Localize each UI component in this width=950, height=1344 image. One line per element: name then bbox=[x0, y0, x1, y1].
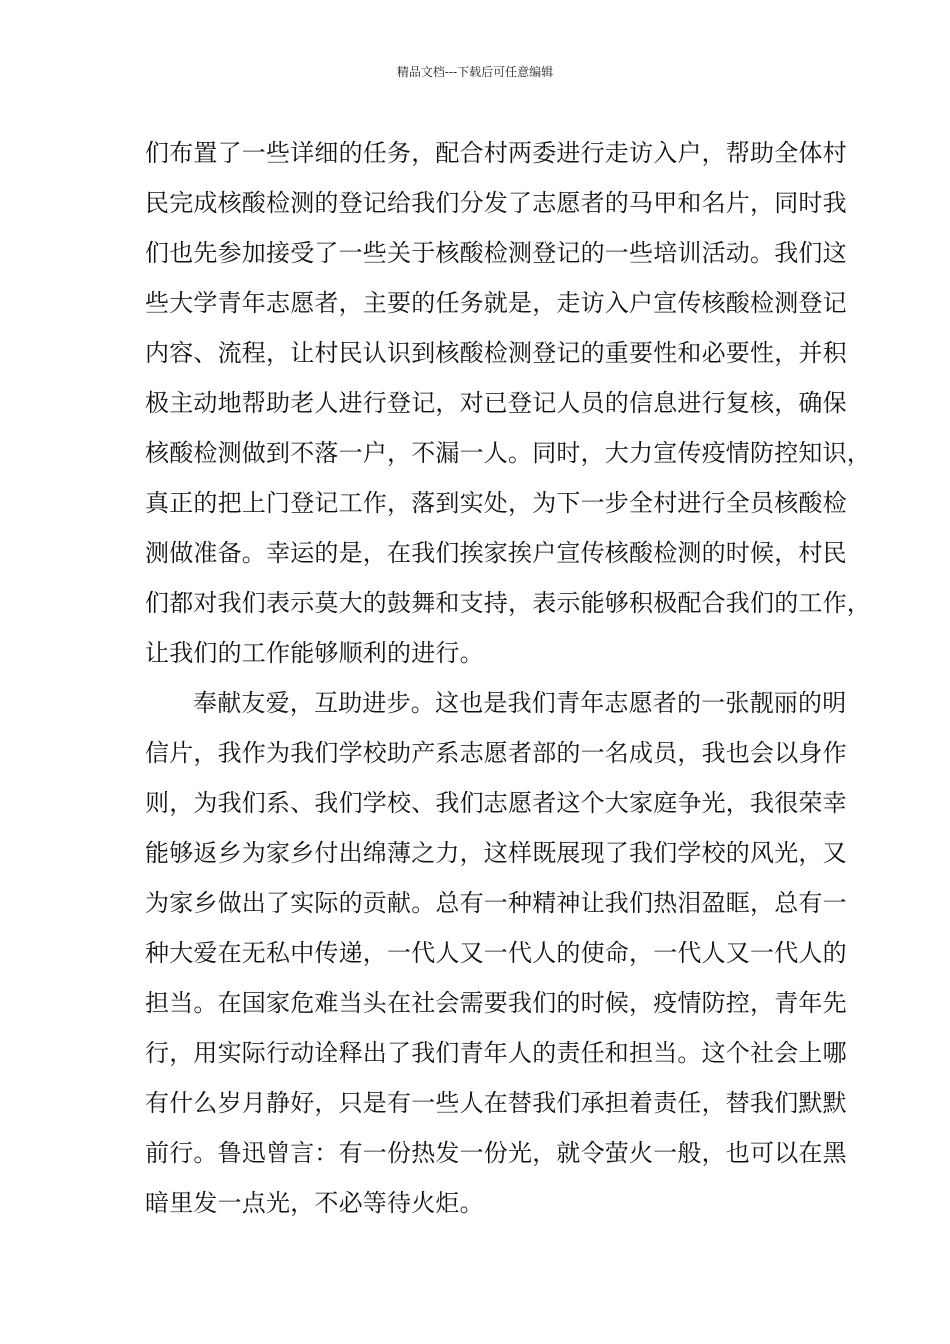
paragraph-line: 行，用实际行动诠释出了我们青年人的责任和担当。这个社会上哪 bbox=[145, 1039, 847, 1067]
paragraph-line: 极主动地帮助老人进行登记，对已登记人员的信息进行复核，确保 bbox=[145, 389, 847, 417]
paragraph-line: 担当。在国家危难当头在社会需要我们的时候，疫情防控，青年先 bbox=[145, 989, 847, 1017]
paragraph-line: 则，为我们系、我们学校、我们志愿者这个大家庭争光，我很荣幸 bbox=[145, 789, 847, 817]
paragraph-line: 些大学青年志愿者，主要的任务就是，走访入户宣传核酸检测登记 bbox=[145, 289, 847, 317]
paragraph-line: 让我们的工作能够顺利的进行。 bbox=[145, 639, 484, 667]
paragraph-line: 前行。鲁迅曾言：有一份热发一份光，就令萤火一般，也可以在黑 bbox=[145, 1139, 847, 1167]
paragraph-line: 内容、流程，让村民认识到核酸检测登记的重要性和必要性，并积 bbox=[145, 339, 847, 367]
paragraph-line: 民完成核酸检测的登记给我们分发了志愿者的马甲和名片，同时我 bbox=[145, 189, 847, 217]
paragraph-line: 测做准备。幸运的是，在我们挨家挨户宣传核酸检测的时候，村民 bbox=[145, 539, 847, 567]
body-text bbox=[145, 128, 871, 1228]
page-header: 精品文档---下载后可任意编辑 bbox=[396, 65, 554, 79]
paragraph-line: 们也先参加接受了一些关于核酸检测登记的一些培训活动。我们这 bbox=[145, 239, 847, 267]
paragraph-line: 核酸检测做到不落一户，不漏一人。同时，大力宣传疫情防控知识， bbox=[145, 439, 871, 467]
paragraph-line: 信片，我作为我们学校助产系志愿者部的一名成员，我也会以身作 bbox=[145, 739, 847, 767]
paragraph-line: 种大爱在无私中传递，一代人又一代人的使命，一代人又一代人的 bbox=[145, 939, 847, 967]
paragraph-line: 暗里发一点光，不必等待火炬。 bbox=[145, 1189, 484, 1217]
paragraph-line: 为家乡做出了实际的贡献。总有一种精神让我们热泪盈眶，总有一 bbox=[145, 889, 847, 917]
paragraph-2 bbox=[145, 678, 847, 1228]
paragraph-line: 们都对我们表示莫大的鼓舞和支持，表示能够积极配合我们的工作， bbox=[145, 589, 871, 617]
paragraph-line: 奉献友爱，互助进步。这也是我们青年志愿者的一张靓丽的明 bbox=[193, 689, 847, 717]
paragraph-line: 能够返乡为家乡付出绵薄之力，这样既展现了我们学校的风光，又 bbox=[145, 839, 847, 867]
paragraph-line: 真正的把上门登记工作，落到实处，为下一步全村进行全员核酸检 bbox=[145, 489, 847, 517]
paragraph-line: 有什么岁月静好，只是有一些人在替我们承担着责任，替我们默默 bbox=[145, 1089, 847, 1117]
paragraph-1 bbox=[145, 128, 871, 678]
paragraph-line: 们布置了一些详细的任务，配合村两委进行走访入户，帮助全体村 bbox=[145, 139, 847, 167]
